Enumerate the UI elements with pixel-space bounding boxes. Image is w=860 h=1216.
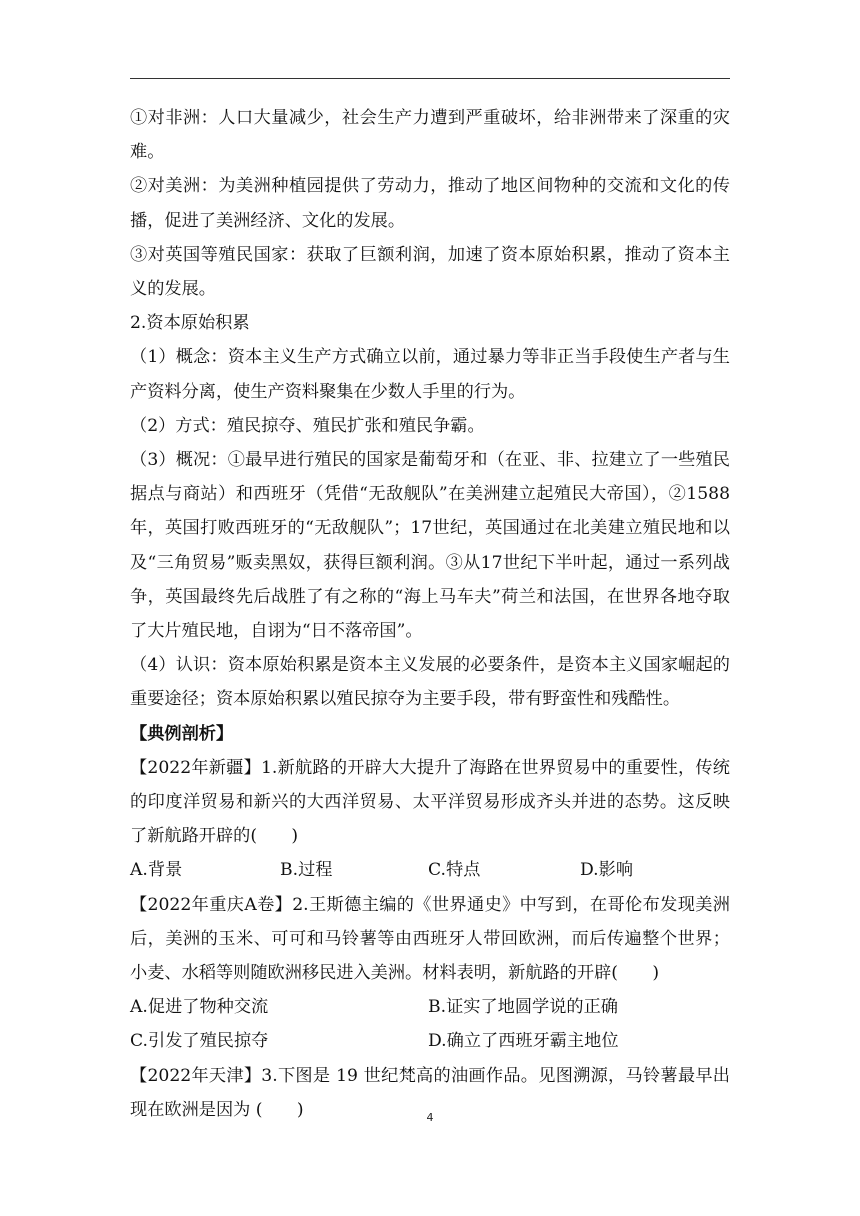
page-content	[130, 101, 730, 1127]
question-2-options-row-1	[130, 990, 730, 1024]
option-a: A.背景	[130, 860, 183, 881]
question-2-stem: 【2022年重庆A卷】2.王斯德主编的《世界通史》中写到，在哥伦布发现美洲后，美洲的玉米、可可和马铃薯等由西班牙人带回欧洲，而后传遍整个世界；小麦、水稻等则随欧洲移民进入美洲。材料表明，新航路的开辟( )	[130, 894, 730, 984]
option-c: C.引发了殖民掠夺	[130, 1031, 269, 1052]
concept-paragraph: （1）概念：资本主义生产方式确立以前，通过暴力等非正当手段使生产者与生产资料分离，使生产资料聚集在少数人手里的行为。	[130, 347, 730, 402]
question-1-stem: 【2022年新疆】1.新航路的开辟大大提升了海路在世界贸易中的重要性，传统的印度洋贸易和新兴的大西洋贸易、太平洋贸易形成齐头并进的态势。这反映了新航路开辟的( )	[130, 757, 730, 847]
methods-paragraph: （2）方式：殖民掠夺、殖民扩张和殖民争霸。	[130, 415, 485, 436]
question-3-stem: 【2022年天津】3.下图是 19 世纪梵高的油画作品。见图溯源，马铃薯最早出现在欧洲是因为 ( )	[130, 1065, 730, 1120]
option-c: C.特点	[428, 860, 481, 881]
header-rule	[130, 78, 730, 79]
option-a: A.促进了物种交流	[130, 997, 269, 1018]
option-b: B.过程	[280, 860, 333, 881]
section-title: 2.资本原始积累	[130, 313, 250, 334]
overview-paragraph: （3）概况：①最早进行殖民的国家是葡萄牙和（在亚、非、拉建立了一些殖民据点与商站）和西班牙（凭借“无敌舰队”在美洲建立起殖民大帝国），②1588年，英国打败西班牙的“无敌舰队”；17世纪，英国通过在北美建立殖民地和以及“三角贸易”贩卖黑奴，获得巨额利润。③从17世纪下半叶起，通过一系列战争，英国最终先后战胜了有之称的“海上马车夫”荷兰和法国，在世界各地夺取了大片殖民地，自诩为“日不落帝国”。	[130, 450, 730, 642]
option-d: D.确立了西班牙霸主地位	[428, 1031, 619, 1052]
question-2-options-row-2	[130, 1024, 730, 1058]
option-d: D.影响	[580, 860, 634, 881]
option-b: B.证实了地圆学说的正确	[428, 997, 618, 1018]
question-1-options	[130, 853, 730, 887]
impact-africa: ①对非洲：人口大量减少，社会生产力遭到严重破坏，给非洲带来了深重的灾难。	[130, 108, 730, 163]
impact-britain: ③对英国等殖民国家：获取了巨额利润，加速了资本原始积累，推动了资本主义的发展。	[130, 244, 730, 300]
page-number: 4	[426, 1111, 434, 1124]
understanding-paragraph: （4）认识：资本原始积累是资本主义发展的必要条件，是资本主义国家崛起的重要途径；资本原始积累以殖民掠夺为主要手段，带有野蛮性和残酷性。	[130, 655, 730, 710]
impact-america: ②对美洲：为美洲种植园提供了劳动力，推动了地区间物种的交流和文化的传播，促进了美洲经济、文化的发展。	[130, 176, 730, 231]
examples-heading: 【典例剖析】	[130, 723, 234, 744]
